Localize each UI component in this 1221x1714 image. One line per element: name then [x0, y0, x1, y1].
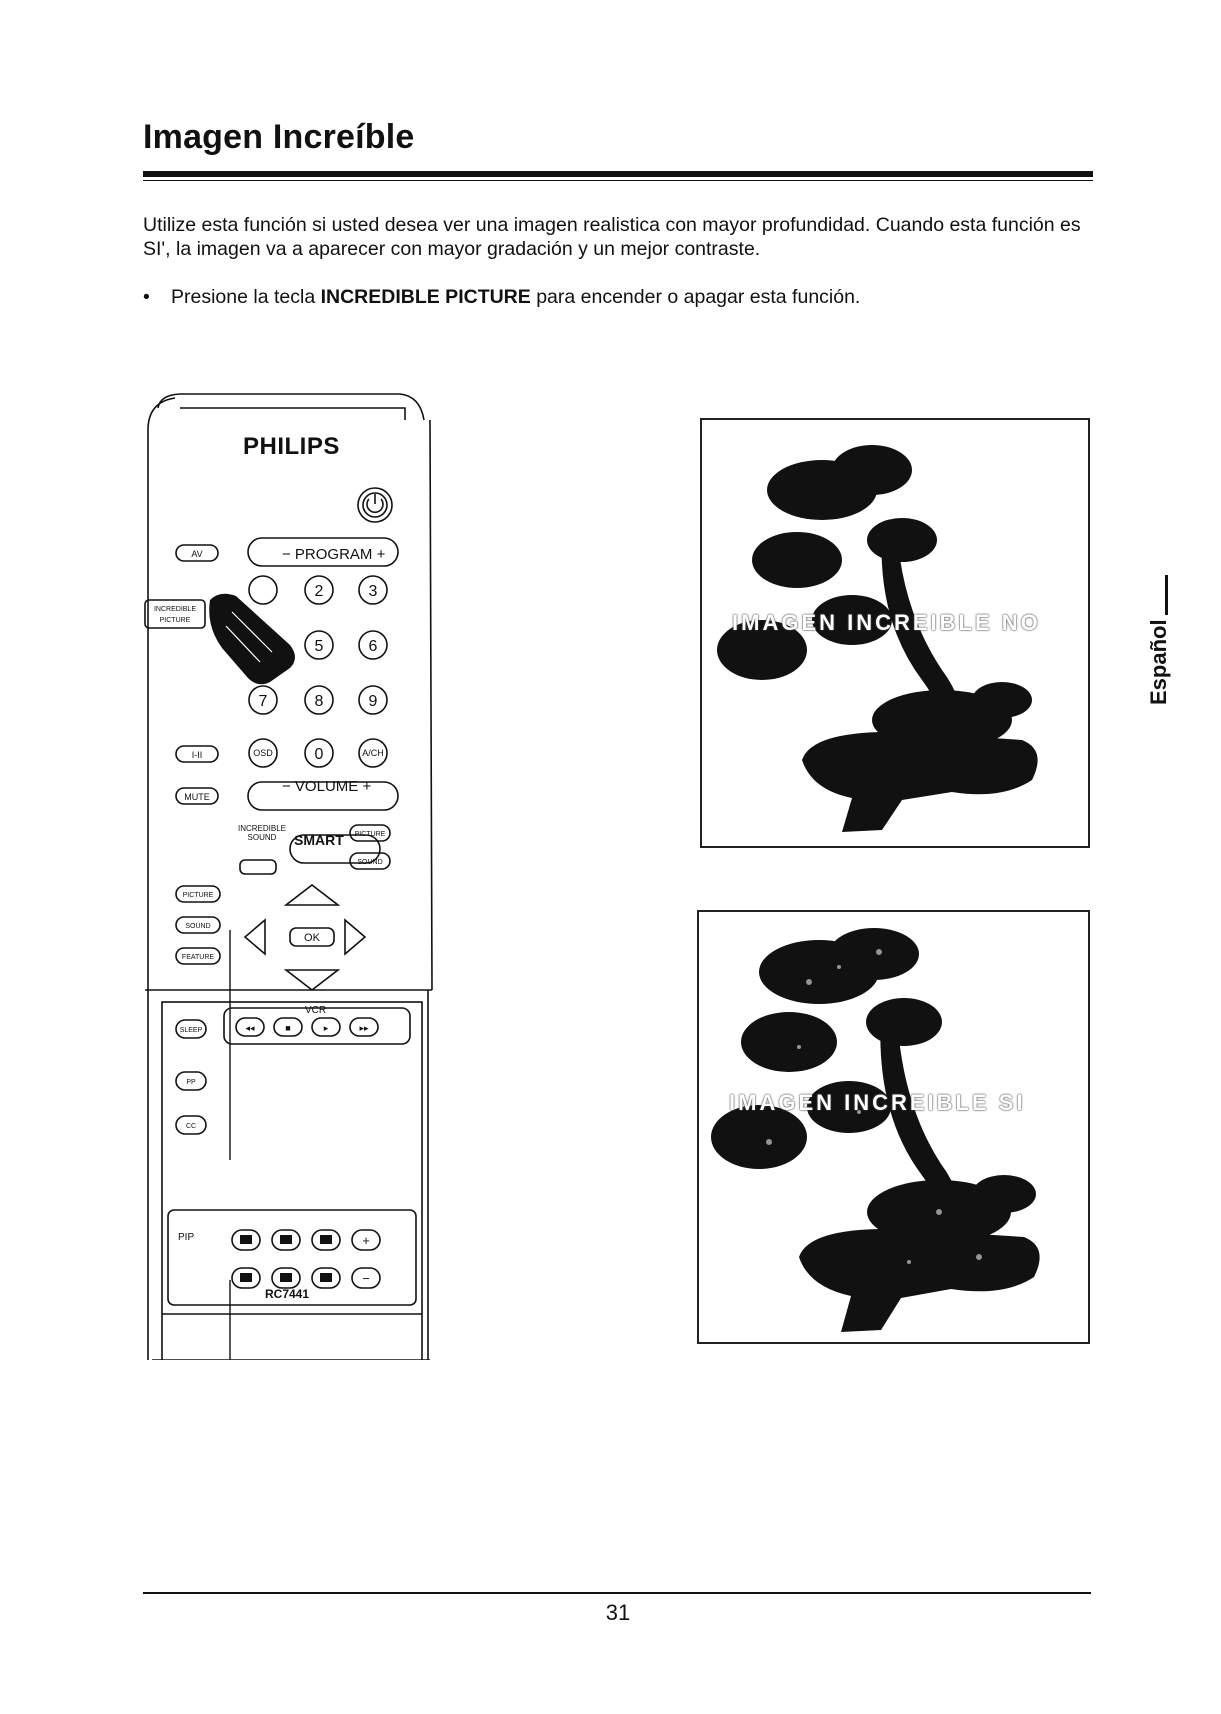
svg-text:PICTURE: PICTURE: [159, 617, 191, 624]
photo-caption-si: IMAGEN INCREIBLE SI: [729, 1090, 1026, 1115]
photo-caption-no: IMAGEN INCREIBLE NO: [732, 610, 1041, 635]
vcr-label: VCR: [305, 1005, 327, 1016]
bonsai-illustration-si: [699, 912, 1088, 1342]
page-number: 31: [605, 1600, 631, 1625]
pip-label: PIP: [178, 1232, 195, 1243]
digit-3: 3: [368, 583, 378, 600]
program-button-label: − PROGRAM +: [282, 546, 386, 563]
remote-illustration: [140, 390, 440, 1360]
smart-button-label: SMART: [294, 832, 344, 848]
intro-paragraph: Utilize esta función si usted desea ver una imagen realistica con mayor profundidad. Cuando esta función es SI', la imagen va a aparecer con mayor gradación y un mejor contraste.: [143, 214, 1081, 260]
digit-7: 7: [258, 693, 268, 710]
remote-model: RC7441: [265, 1287, 310, 1301]
svg-text:■: ■: [285, 1023, 291, 1033]
svg-text:SLEEP: SLEEP: [179, 1027, 203, 1034]
digit-0: 0: [314, 746, 324, 763]
svg-text:PP: PP: [186, 1079, 196, 1086]
title-rule-thin: [143, 180, 1093, 181]
instruction-line: [143, 285, 1093, 309]
svg-text:◂◂: ◂◂: [245, 1023, 255, 1033]
svg-text:INCREDIBLE: INCREDIBLE: [153, 606, 197, 613]
volume-button-label: − VOLUME +: [282, 778, 372, 795]
svg-text:OK: OK: [304, 932, 320, 944]
svg-text:CC: CC: [185, 1123, 197, 1130]
bonsai-photo-no: [700, 418, 1090, 848]
digit-8: 8: [314, 693, 324, 710]
incredible-sound-label: INCREDIBLE SOUND: [237, 824, 286, 842]
side-tab-label: Español: [1146, 619, 1171, 705]
svg-text:▸▸: ▸▸: [359, 1023, 369, 1033]
digit-5: 5: [314, 638, 324, 655]
svg-text:A/CH: A/CH: [362, 748, 384, 758]
bonsai-photo-si: [697, 910, 1090, 1344]
instruction-before: Presione la tecla: [171, 286, 316, 308]
digit-2: 2: [314, 583, 324, 600]
side-tab-bar: [1165, 575, 1168, 615]
bullet: •: [143, 286, 150, 308]
svg-text:PICTURE: PICTURE: [182, 892, 214, 899]
svg-text:SOUND: SOUND: [357, 859, 383, 866]
svg-text:SOUND: SOUND: [185, 923, 211, 930]
remote-brand-logo: PHILIPS: [243, 433, 340, 460]
digit-6: 6: [368, 638, 378, 655]
digit-9: 9: [368, 693, 378, 710]
svg-text:PICTURE: PICTURE: [354, 831, 386, 838]
svg-text:+: +: [362, 1233, 370, 1248]
footer-rule: [143, 1592, 1091, 1594]
svg-text:AV: AV: [191, 549, 203, 559]
svg-text:−: −: [362, 1271, 370, 1286]
svg-text:I-II: I-II: [191, 750, 203, 760]
svg-text:▸: ▸: [323, 1023, 329, 1033]
instruction-key: INCREDIBLE PICTURE: [320, 286, 531, 308]
title-rule: [143, 171, 1093, 177]
svg-text:FEATURE: FEATURE: [181, 954, 215, 961]
svg-text:OSD: OSD: [253, 748, 273, 758]
svg-text:MUTE: MUTE: [184, 792, 210, 802]
instruction-after: para encender o apagar esta función.: [536, 286, 861, 308]
page-title: Imagen Increíble: [143, 118, 415, 156]
